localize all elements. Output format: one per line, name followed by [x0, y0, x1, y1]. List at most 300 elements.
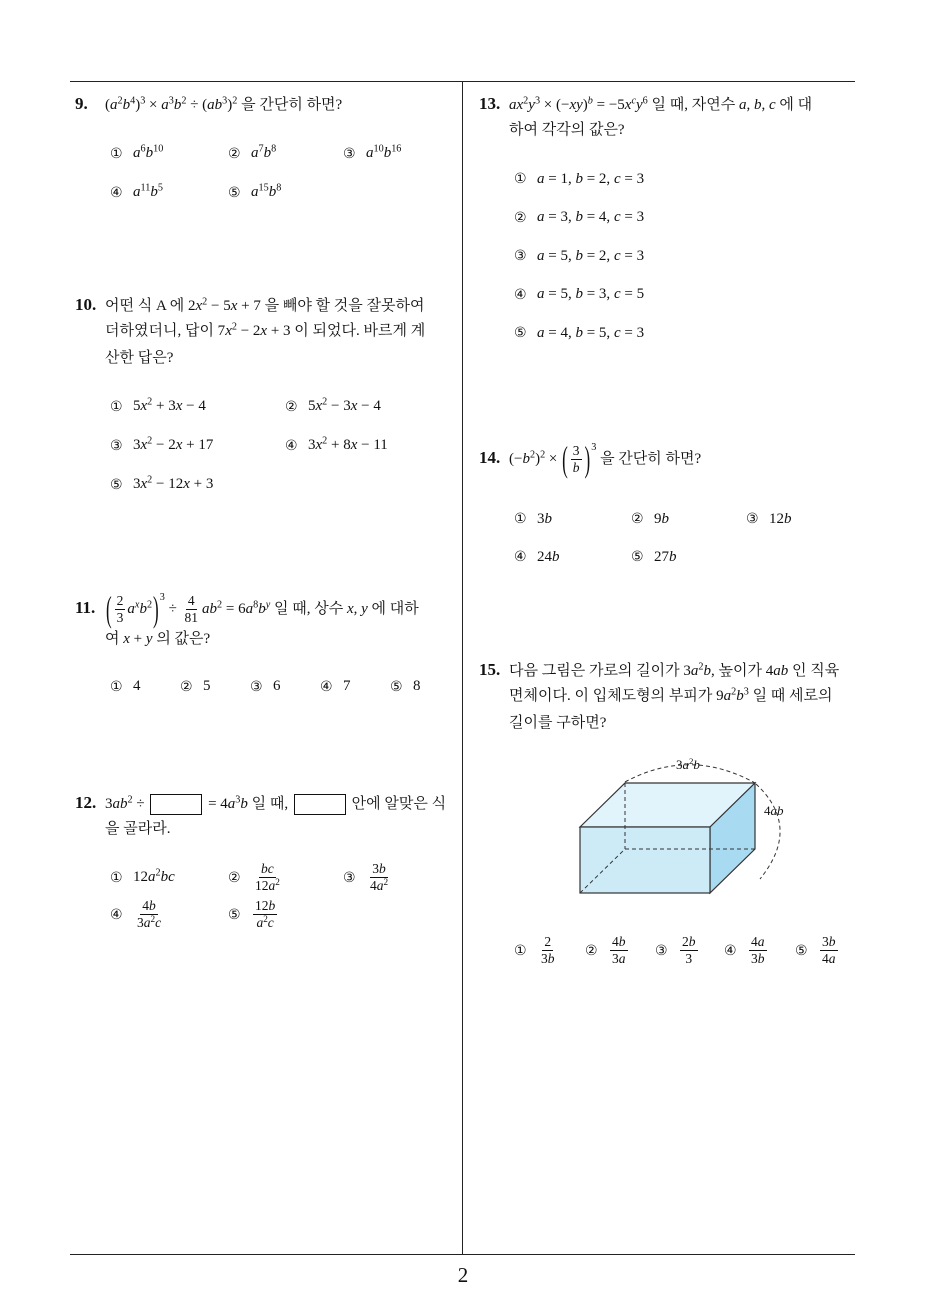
math-variable: b	[784, 510, 792, 527]
math-variable: x	[624, 97, 632, 113]
choice-expression	[537, 934, 559, 967]
text-run: = 5,	[582, 324, 614, 341]
math-variable: ab	[207, 97, 223, 113]
superscript: 6	[642, 95, 648, 107]
superscript: 2	[147, 435, 153, 447]
choice-expression	[251, 145, 276, 162]
choice-number: ①	[514, 942, 527, 959]
choice-number: ⑤	[631, 549, 644, 565]
superscript: c	[631, 95, 636, 107]
problem-9	[75, 90, 455, 201]
superscript: 3	[235, 794, 241, 806]
answer-choice-5	[631, 549, 746, 566]
text-run: − 4	[182, 398, 206, 414]
text-run: − 3	[327, 398, 351, 414]
choice-number: ②	[285, 398, 298, 415]
text-run: 4	[133, 678, 141, 694]
math-variable: a	[127, 601, 135, 617]
text-run: ÷	[132, 796, 149, 812]
math-variable: a	[537, 286, 545, 303]
math-variable: x	[195, 298, 203, 314]
choice-number: ④	[110, 184, 123, 201]
math-variable: x	[140, 437, 148, 453]
column-divider	[462, 82, 463, 1255]
text-run: 3	[116, 610, 124, 626]
math-variable: x	[123, 631, 130, 647]
math-variable: b	[575, 170, 583, 187]
math-variable: a	[738, 97, 747, 113]
text-run: 안에 알맞은 식	[347, 796, 447, 812]
math-variable: x	[315, 398, 323, 414]
fraction-numerator	[186, 593, 197, 610]
answer-choice-2	[585, 934, 655, 967]
math-variable: ab	[770, 803, 784, 818]
text-run: 7	[343, 678, 351, 694]
math-variable: a	[110, 97, 118, 113]
choice-number: ⑤	[390, 678, 403, 695]
large-parenthesis: )	[584, 439, 591, 480]
math-variable: b	[150, 184, 158, 200]
superscript: 8	[271, 143, 277, 155]
fraction-numerator	[680, 934, 698, 951]
text-run: 9	[654, 510, 662, 527]
fraction-denominator	[135, 915, 163, 931]
choice-expression	[308, 398, 381, 415]
text-run: × (−	[540, 97, 570, 113]
choice-number: ①	[514, 511, 527, 527]
math-variable: b	[522, 451, 530, 467]
problem-13-stem-line-2	[509, 117, 859, 144]
answer-choice-4	[724, 934, 795, 967]
choice-expression	[133, 898, 165, 931]
text-run: 4	[751, 933, 758, 949]
math-variable: b	[552, 548, 560, 565]
text-run: 4	[370, 878, 377, 893]
height-label	[764, 803, 784, 819]
math-variable: a	[148, 869, 156, 885]
answer-choice-4	[514, 549, 631, 566]
text-run: − 12	[152, 476, 184, 492]
superscript: 3	[534, 95, 541, 107]
choice-number: ③	[343, 145, 356, 162]
text-run: 을 간단히 하면?	[596, 451, 702, 467]
math-variable: b	[149, 897, 156, 913]
choice-expression	[537, 511, 552, 528]
answer-choice-3	[110, 437, 285, 454]
superscript: 10	[153, 143, 164, 155]
math-variable: c	[155, 915, 162, 930]
choice-number: ④	[285, 437, 298, 454]
superscript: 2	[117, 95, 123, 107]
fraction-numerator	[370, 861, 388, 878]
choice-number: ⑤	[228, 906, 241, 923]
superscript: 10	[373, 143, 384, 155]
bottom-rule	[70, 1254, 855, 1255]
fraction-denominator	[539, 951, 557, 967]
math-variable: b	[575, 324, 583, 341]
choice-expression	[133, 476, 213, 493]
text-run: = 3	[620, 209, 645, 226]
math-variable: bc	[160, 869, 175, 885]
problem-9-answer-choices	[110, 134, 458, 212]
text-run: ,	[746, 97, 754, 113]
choice-expression	[678, 934, 700, 967]
choice-expression	[537, 171, 644, 188]
problem-number: 14.	[479, 448, 501, 467]
superscript: 2	[150, 913, 156, 924]
math-variable: ab	[112, 796, 128, 812]
problem-15	[479, 656, 859, 966]
text-run: = 6	[222, 601, 246, 617]
superscript: 2	[263, 913, 268, 924]
choice-number: ①	[110, 145, 123, 162]
math-variable: b	[688, 933, 696, 949]
math-variable: b	[263, 145, 272, 161]
superscript: 2	[322, 435, 328, 447]
text-run: + 17	[182, 437, 214, 453]
text-run: 4	[822, 951, 829, 966]
choice-number: ①	[110, 398, 123, 415]
math-variable: a	[251, 145, 259, 161]
large-parenthesis: (	[106, 589, 112, 630]
text-run: 4	[764, 803, 771, 818]
problem-14	[479, 436, 859, 565]
superscript: 7	[258, 143, 264, 155]
fraction	[135, 898, 163, 931]
text-run: + 3	[189, 476, 214, 492]
text-run: 3	[372, 860, 380, 876]
superscript: y	[265, 599, 271, 611]
superscript: 2	[147, 474, 153, 486]
math-variable: c	[613, 247, 621, 264]
math-variable: a	[537, 324, 545, 341]
superscript: 3	[222, 95, 228, 107]
choice-number: ②	[631, 511, 644, 527]
math-variable: b	[258, 601, 266, 617]
choice-expression	[366, 145, 401, 162]
fraction-denominator	[683, 951, 694, 967]
math-variable: a	[682, 757, 689, 772]
text-run: = 4	[204, 796, 228, 812]
math-variable: x	[175, 398, 183, 414]
large-parenthesis: (	[562, 439, 568, 480]
fraction-denominator	[749, 951, 767, 967]
text-run: 3	[572, 442, 580, 458]
problem-number: 13.	[479, 94, 501, 113]
answer-choice-1	[110, 398, 285, 415]
text-run: 5	[203, 678, 211, 694]
answer-choice-1	[110, 145, 228, 162]
superscript: 2	[523, 95, 529, 107]
choice-expression	[203, 678, 211, 695]
text-run: ,	[353, 601, 362, 617]
math-variable: b	[669, 548, 677, 565]
math-variable: c	[613, 170, 621, 187]
choice-number: ③	[746, 511, 759, 527]
text-run: 일 때 세로의	[748, 688, 833, 704]
choice-number: ②	[514, 209, 527, 226]
math-variable: b	[757, 951, 765, 966]
choice-expression	[769, 511, 792, 528]
math-variable: b	[828, 933, 836, 949]
superscript: b	[587, 95, 593, 107]
choice-expression	[608, 934, 630, 967]
math-variable: a	[268, 878, 276, 893]
text-run: = 2,	[582, 247, 614, 264]
text-run: = 5,	[544, 286, 576, 303]
answer-choice-5	[795, 934, 865, 967]
math-variable: x	[140, 398, 148, 414]
math-variable: a	[256, 915, 264, 930]
superscript: 5	[157, 182, 163, 194]
choice-number: ⑤	[110, 476, 123, 493]
answer-blank-box	[150, 794, 202, 815]
fraction	[253, 861, 282, 894]
answer-choice-5	[228, 898, 343, 931]
math-variable: b	[145, 145, 154, 161]
fraction-numerator	[253, 898, 277, 915]
choice-expression	[537, 325, 644, 342]
text-run: = 4,	[582, 209, 614, 226]
text-run: 3	[137, 915, 144, 930]
answer-choice-5	[228, 184, 343, 201]
choice-expression	[818, 934, 840, 967]
fraction-numerator	[749, 934, 767, 951]
text-run: )	[535, 451, 541, 467]
page-number: 2	[457, 1263, 469, 1287]
answer-choice-1	[514, 171, 814, 188]
choice-number: ⑤	[795, 942, 808, 959]
text-run: +	[129, 631, 146, 647]
math-variable: b	[618, 933, 626, 949]
math-variable: b	[736, 688, 744, 704]
choice-number: ①	[110, 678, 123, 695]
text-run: − 2	[152, 437, 176, 453]
text-run: 에 대하	[367, 601, 419, 617]
text-run: 일 때, 자연수	[647, 97, 739, 113]
choice-number: ④	[514, 286, 527, 303]
problem-13	[479, 90, 859, 342]
math-variable: ab	[202, 601, 218, 617]
math-variable: ab	[773, 663, 789, 679]
problem-15-answer-choices	[514, 931, 865, 970]
problem-15-stem-line-3	[509, 710, 859, 737]
superscript: 2	[202, 296, 208, 308]
answer-choice-2	[631, 511, 746, 528]
cuboid-front-face	[580, 827, 710, 893]
text-run: ,	[761, 97, 769, 113]
text-run: = 4,	[544, 324, 576, 341]
math-variable: c	[768, 97, 776, 113]
text-run: 면체이다. 이 입체도형의 부피가 9	[509, 688, 724, 704]
fraction-numerator	[140, 898, 158, 915]
math-variable: b	[753, 97, 762, 113]
superscript: 3	[140, 95, 146, 107]
large-parenthesis: )	[153, 589, 159, 630]
text-run: 을 간단히 하면?	[237, 97, 343, 113]
fraction	[680, 934, 698, 967]
problem-11-stem-line-2	[105, 626, 455, 653]
fraction	[820, 934, 838, 967]
superscript: 2	[698, 661, 704, 673]
text-run: 하여 각각의 값은?	[509, 122, 625, 138]
problem-11	[75, 589, 455, 695]
text-run: 5	[308, 398, 316, 414]
answer-choice-3	[250, 678, 320, 695]
math-variable: a	[251, 184, 259, 200]
superscript: 2	[322, 396, 328, 408]
text-run: = 3,	[582, 286, 614, 303]
math-variable: y	[636, 97, 643, 113]
superscript: 2	[689, 756, 694, 767]
text-run: ×	[145, 97, 162, 113]
choice-expression	[654, 549, 677, 566]
superscript: 2	[127, 794, 133, 806]
math-variable: a	[757, 933, 765, 949]
choice-expression	[343, 678, 351, 695]
math-variable: a	[537, 247, 545, 264]
math-variable: x	[260, 323, 268, 339]
text-run: ×	[545, 451, 562, 467]
text-run: 3	[105, 796, 113, 812]
choice-number: ④	[724, 942, 737, 959]
choice-number: ②	[228, 869, 241, 886]
answer-choice-5	[390, 678, 460, 695]
choice-number: ②	[228, 145, 241, 162]
text-run: 더하였더니, 답이 7	[105, 323, 226, 339]
text-run: 4	[142, 897, 150, 913]
text-run: 12	[255, 897, 269, 913]
text-run: 12	[133, 869, 148, 885]
math-variable: a	[690, 663, 699, 679]
text-run: 12	[769, 510, 784, 527]
fraction-denominator	[610, 951, 628, 967]
text-run: 4	[187, 592, 195, 608]
text-run: )	[135, 97, 141, 113]
choice-number: ⑤	[228, 184, 241, 201]
fraction-denominator	[571, 460, 582, 476]
choice-number: ②	[585, 942, 598, 959]
problem-14-stem-line-1	[479, 436, 859, 480]
text-run: + 3 이 되었다. 바르게 계	[267, 323, 426, 339]
math-variable: b	[575, 209, 583, 226]
math-variable: a	[227, 796, 236, 812]
answer-choice-1	[514, 511, 631, 528]
answer-choice-3	[343, 861, 458, 894]
choice-number: ③	[250, 678, 263, 695]
answer-choice-4	[320, 678, 390, 695]
problem-12	[75, 789, 455, 930]
math-variable: a	[143, 915, 151, 930]
math-variable: c	[267, 915, 274, 930]
fraction	[539, 934, 557, 967]
math-variable: b	[547, 951, 555, 966]
fraction-numerator	[259, 861, 276, 878]
text-run: 3	[541, 951, 548, 966]
superscript: 15	[258, 182, 269, 194]
fraction-numerator	[115, 593, 126, 610]
text-run: 27	[654, 548, 669, 565]
problem-number: 15.	[479, 660, 501, 679]
superscript: 3	[159, 591, 165, 603]
choice-number: ①	[514, 171, 527, 188]
answer-choice-2	[228, 861, 343, 894]
problem-10-stem-line-1	[75, 291, 455, 318]
text-run: 에 대	[775, 97, 813, 113]
text-run: 3	[676, 757, 683, 772]
choice-number: ①	[110, 869, 123, 886]
text-run: − 11	[357, 437, 388, 453]
text-run: 2	[682, 933, 689, 949]
superscript: x	[134, 599, 140, 611]
text-run: 3	[822, 933, 829, 949]
text-run: 어떤 식 A 에 2	[105, 298, 196, 314]
answer-choice-3	[655, 934, 724, 967]
text-run: 다음 그림은 가로의 길이가 3	[509, 663, 691, 679]
superscript: 2	[731, 686, 737, 698]
answer-choice-4	[110, 898, 228, 931]
cuboid-figure	[570, 755, 800, 900]
math-variable: a	[133, 145, 141, 161]
text-run: 8	[413, 678, 421, 694]
problem-11-stem-line-1	[75, 589, 455, 630]
math-variable: x	[183, 476, 190, 492]
problem-15-stem-line-1	[479, 656, 859, 683]
choice-expression	[537, 286, 644, 303]
problem-12-answer-choices	[110, 859, 458, 933]
math-variable: c	[613, 209, 621, 226]
text-run: = 1,	[544, 170, 576, 187]
problem-14-answer-choices	[514, 500, 861, 576]
problem-13-stem-line-1	[479, 90, 859, 117]
math-variable: a	[161, 97, 169, 113]
text-run: − 2	[236, 323, 261, 339]
text-run: 24	[537, 548, 552, 565]
choice-expression	[366, 861, 392, 894]
math-variable: b	[122, 97, 131, 113]
fraction-numerator	[610, 934, 628, 951]
fraction-denominator	[115, 610, 126, 626]
fraction	[368, 861, 390, 894]
text-run: = −5	[592, 97, 625, 113]
text-run: 12	[255, 878, 269, 893]
fraction-denominator	[254, 915, 275, 931]
math-variable: a	[376, 878, 384, 893]
math-variable: a	[723, 688, 732, 704]
text-run: 4	[612, 933, 619, 949]
superscript: 2	[529, 449, 536, 461]
answer-choice-5	[514, 325, 814, 342]
superscript: 4	[130, 95, 136, 107]
text-run: 81	[184, 610, 199, 626]
math-variable: b	[544, 510, 552, 527]
math-variable: b	[661, 510, 669, 527]
problem-10-stem-line-2	[105, 318, 455, 345]
problem-number: 12.	[75, 793, 97, 812]
text-run: − 5	[207, 298, 231, 314]
superscript: 3	[168, 95, 174, 107]
text-run: 3	[612, 951, 619, 966]
choice-expression	[133, 145, 163, 162]
math-variable: x	[346, 601, 354, 617]
answer-choice-3	[514, 248, 814, 265]
text-run: 3	[685, 951, 693, 966]
problem-10-stem-line-3	[105, 345, 455, 372]
choice-number: ③	[655, 942, 668, 959]
math-variable: b	[173, 97, 182, 113]
text-run: = 5,	[544, 247, 576, 264]
math-variable: a	[245, 601, 254, 617]
